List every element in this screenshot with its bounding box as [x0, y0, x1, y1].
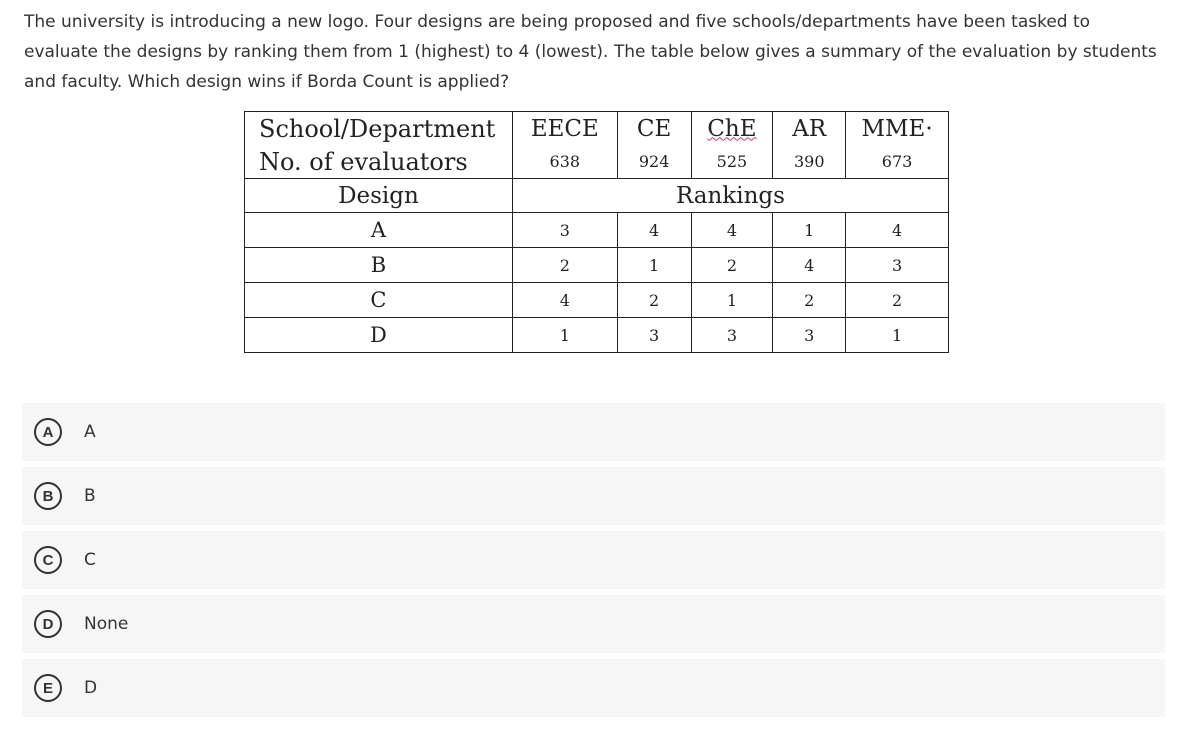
department-header: EECE	[512, 112, 617, 146]
answer-options	[22, 403, 1165, 723]
ranking-table	[244, 111, 949, 353]
evaluator-count: 525	[691, 145, 773, 179]
rank-cell: 3	[512, 213, 617, 248]
option-text: B	[84, 486, 96, 506]
rank-cell: 2	[512, 248, 617, 283]
option-c[interactable]	[22, 531, 1165, 589]
rankings-header: Rankings	[512, 179, 948, 213]
table-row	[245, 248, 949, 283]
option-letter-badge: D	[34, 610, 62, 638]
evaluator-count: 924	[617, 145, 691, 179]
option-text: A	[84, 422, 96, 442]
design-cell: D	[245, 318, 513, 353]
option-text: D	[84, 678, 98, 698]
rank-cell: 4	[691, 213, 773, 248]
evaluator-count: 390	[773, 145, 846, 179]
rank-cell: 4	[512, 283, 617, 318]
design-rankings-header-row	[245, 179, 949, 213]
design-cell: A	[245, 213, 513, 248]
evaluator-count-row	[245, 145, 949, 179]
rank-cell: 3	[773, 318, 846, 353]
department-header: MME·	[846, 112, 949, 146]
rank-cell: 1	[691, 283, 773, 318]
option-b[interactable]	[22, 467, 1165, 525]
option-letter-badge: C	[34, 546, 62, 574]
design-cell: B	[245, 248, 513, 283]
evaluator-count: 638	[512, 145, 617, 179]
department-header: AR	[773, 112, 846, 146]
rank-cell: 1	[617, 248, 691, 283]
department-header: CE	[617, 112, 691, 146]
table-row	[245, 283, 949, 318]
rank-cell: 4	[846, 213, 949, 248]
question-text: The university is introducing a new logo. Four designs are being proposed and five schools/departments have been tasked to evaluate the designs by ranking them from 1 (highest) to 4 (lowest). The table below gives a summary of the evaluation by students and faculty. Which design wins if Borda Count is applied?	[24, 12, 1157, 92]
department-header-row	[245, 112, 949, 146]
option-text: C	[84, 550, 96, 570]
rank-cell: 4	[617, 213, 691, 248]
rank-cell: 2	[617, 283, 691, 318]
table-row	[245, 318, 949, 353]
department-header: ChE	[691, 112, 773, 146]
option-d[interactable]	[22, 595, 1165, 653]
option-letter-badge: E	[34, 674, 62, 702]
option-a[interactable]	[22, 403, 1165, 461]
rank-cell: 3	[846, 248, 949, 283]
rank-cell: 2	[846, 283, 949, 318]
option-e[interactable]	[22, 659, 1165, 717]
option-letter-badge: A	[34, 418, 62, 446]
option-text: None	[84, 614, 129, 634]
rank-cell: 4	[773, 248, 846, 283]
design-cell: C	[245, 283, 513, 318]
table-row	[245, 213, 949, 248]
rank-cell: 2	[773, 283, 846, 318]
rank-cell: 1	[512, 318, 617, 353]
rank-cell: 3	[691, 318, 773, 353]
evaluator-count: 673	[846, 145, 949, 179]
rank-cell: 1	[846, 318, 949, 353]
rank-cell: 2	[691, 248, 773, 283]
school-department-label: School/Department	[245, 112, 513, 146]
option-letter-badge: B	[34, 482, 62, 510]
design-column-header: Design	[245, 179, 513, 213]
rank-cell: 1	[773, 213, 846, 248]
rank-cell: 3	[617, 318, 691, 353]
evaluators-label: No. of evaluators	[245, 145, 513, 179]
